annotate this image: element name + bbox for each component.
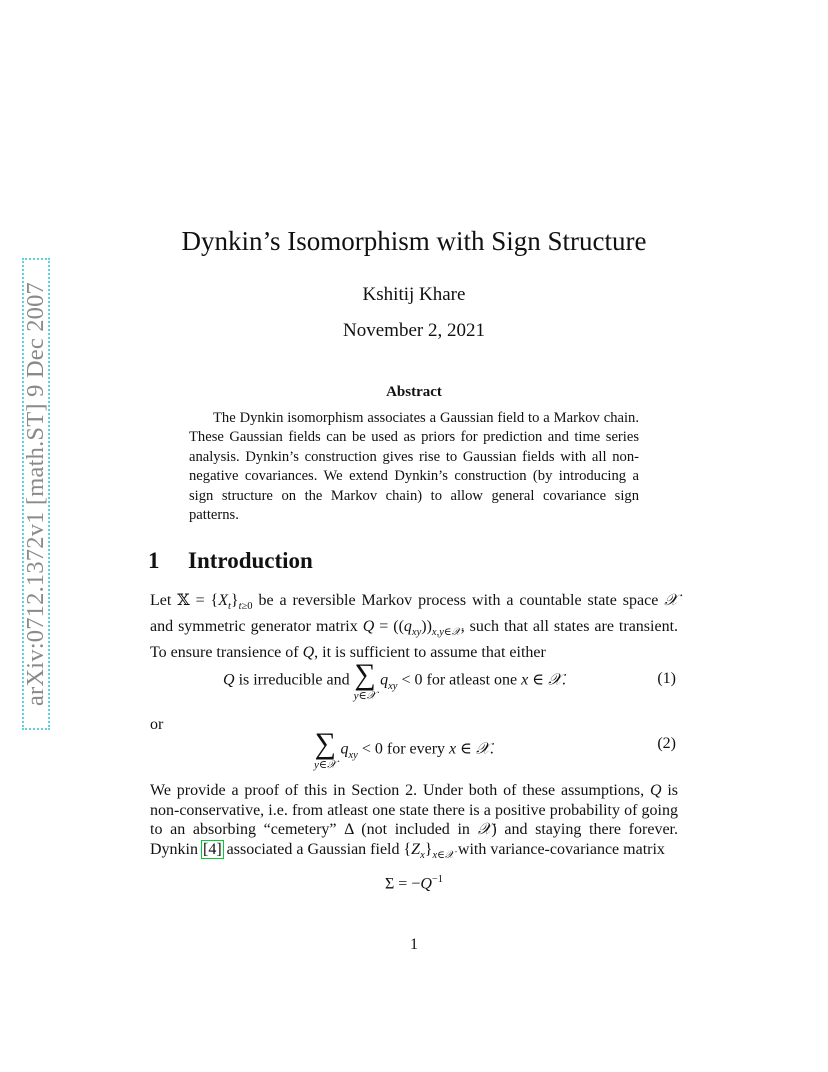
citation-link[interactable]: [4] <box>203 840 222 858</box>
intro-paragraph-2: We provide a proof of this in Section 2. Under both of these assumptions, Q is non-conservative, i.e. from atleast one state there is a positive probability of going to an absorbing “cemetery” Δ (not included in 𝒳) and staying there forever. Dynkin [4] associated a Gaussian field $\{Z_x\}_{x\in 𝒳}$ with variance-covariance matrix <box>150 782 679 861</box>
abstract-text: The Dynkin isomorphism associates a Gaussian field to a Markov chain. These Gaussian fields can be used as priors for prediction and time series analysis. Dynkin’s construction gives rise to Gaussian fields with all non-negative covariances. We extend Dynkin’s construction (by introducing a sign structure on the Markov chain) to allow general covariance sign patterns. <box>189 410 639 524</box>
author-name: Kshitij Khare <box>362 284 466 305</box>
section-heading <box>148 548 313 574</box>
section-title: Introduction <box>188 548 313 573</box>
abstract-heading: Abstract <box>386 384 442 400</box>
eq2-right-text: for every <box>386 740 446 758</box>
covariance-equation: $\Sigma = -Q^{-1}$ <box>384 874 444 893</box>
sum-symbol: ∑ y∈𝒳 <box>314 727 337 771</box>
eq1-left-text: is irreducible and <box>238 671 350 689</box>
or-word: or <box>150 716 164 733</box>
abstract-body <box>189 409 639 525</box>
paper-date: November 2, 2021 <box>343 320 485 341</box>
equation-1: Q is irreducible and ∑ y∈𝒳 $q_{xy} < 0$ for atleast one x ∈ 𝒳. (1) <box>223 658 676 702</box>
paper-title: Dynkin’s Isomorphism with Sign Structure <box>181 226 647 256</box>
arxiv-stamp-text: arXiv:0712.1372v1 [math.ST] 9 Dec 2007 <box>22 281 49 707</box>
eq1-right-text: for atleast one <box>426 671 518 689</box>
section-number: 1 <box>148 548 160 573</box>
equation-2: ∑ y∈𝒳 $q_{xy} < 0$ for every x ∈ 𝒳. (2) <box>314 727 676 771</box>
page-number: 1 <box>410 936 418 953</box>
math-generator: $Q = ((q_{xy}))_{x,y\in 𝒳}$ <box>362 617 461 638</box>
math-gaussian-field: $\{Z_x\}_{x\in 𝒳}$ <box>403 840 454 861</box>
math-state-space: 𝒳 <box>664 592 678 609</box>
math-process: 𝕏 = $\{X_t\}_{t\ge 0}$ <box>177 592 253 613</box>
intro-paragraph-1: Let 𝕏 = $\{X_t\}_{t\ge 0}$ be a reversible Markov process with a countable state space 𝒳 and symmetric generator matrix $Q = ((q_{xy}))_{x,y\in 𝒳}$, such that all states are transient. To ensure transience of Q, it is sufficient to assume that either <box>150 592 679 661</box>
equation-2-number: (2) <box>657 735 676 752</box>
equation-1-number: (1) <box>657 670 676 687</box>
sum-symbol: ∑ y∈𝒳 <box>353 658 377 702</box>
